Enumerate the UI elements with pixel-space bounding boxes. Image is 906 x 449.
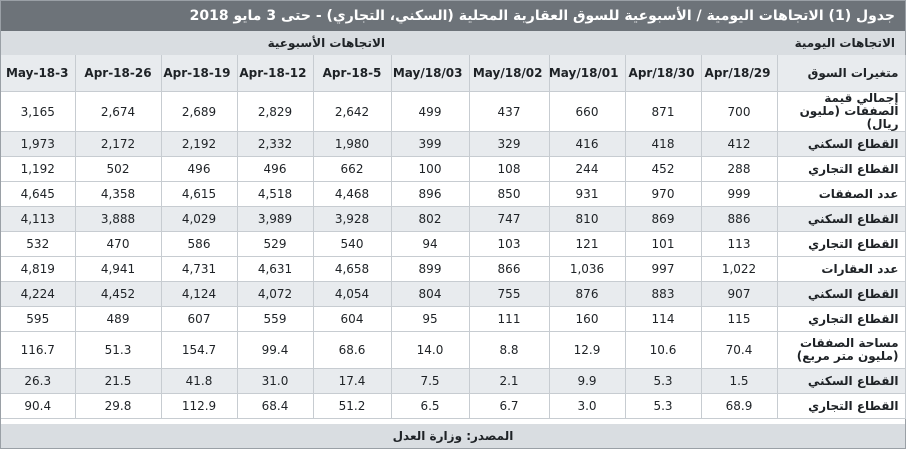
table-cell: 907 — [701, 282, 777, 307]
table-cell: 115 — [701, 307, 777, 332]
row-label: القطاع التجاري — [777, 394, 905, 419]
table-cell: 886 — [701, 207, 777, 232]
table-cell: 4,452 — [75, 282, 161, 307]
table-cell: 470 — [75, 232, 161, 257]
table-cell: 5.3 — [625, 369, 701, 394]
table-cell: 607 — [161, 307, 237, 332]
table-cell: 4,819 — [1, 257, 75, 282]
column-header-date: May/18/01 — [549, 55, 625, 92]
table-cell: 869 — [625, 207, 701, 232]
table-cell: 51.2 — [313, 394, 391, 419]
table-cell: 999 — [701, 182, 777, 207]
table-cell: 244 — [549, 157, 625, 182]
table-cell: 4,054 — [313, 282, 391, 307]
row-label: القطاع التجاري — [777, 157, 905, 182]
column-header-date: May/18/02 — [469, 55, 549, 92]
column-header-row — [1, 55, 905, 92]
table-cell: 3,888 — [75, 207, 161, 232]
table-cell: 489 — [75, 307, 161, 332]
table-cell: 529 — [237, 232, 313, 257]
table-cell: 4,658 — [313, 257, 391, 282]
column-header-label: متغيرات السوق — [777, 55, 905, 92]
table-cell: 114 — [625, 307, 701, 332]
table-cell: 68.6 — [313, 332, 391, 369]
table-cell: 17.4 — [313, 369, 391, 394]
table-row — [1, 369, 905, 394]
table-cell: 68.4 — [237, 394, 313, 419]
market-data-table — [1, 55, 906, 419]
table-cell: 2,674 — [75, 92, 161, 132]
table-cell: 4,224 — [1, 282, 75, 307]
table-cell: 876 — [549, 282, 625, 307]
table-cell: 29.8 — [75, 394, 161, 419]
table-cell: 3,928 — [313, 207, 391, 232]
table-cell: 4,615 — [161, 182, 237, 207]
table-cell: 755 — [469, 282, 549, 307]
table-cell: 108 — [469, 157, 549, 182]
table-cell: 1,973 — [1, 132, 75, 157]
table-cell: 1,022 — [701, 257, 777, 282]
table-cell: 2.1 — [469, 369, 549, 394]
table-title: جدول (1) الاتجاهات اليومية / الأسبوعية للسوق العقارية المحلية (السكني، التجاري) - حتى 3 مايو 2018 — [1, 1, 905, 31]
table-cell: 2,332 — [237, 132, 313, 157]
table-cell: 452 — [625, 157, 701, 182]
table-cell: 9.9 — [549, 369, 625, 394]
table-cell: 586 — [161, 232, 237, 257]
table-cell: 997 — [625, 257, 701, 282]
table-cell: 112.9 — [161, 394, 237, 419]
table-cell: 2,642 — [313, 92, 391, 132]
table-cell: 6.7 — [469, 394, 549, 419]
table-cell: 329 — [469, 132, 549, 157]
table-cell: 660 — [549, 92, 625, 132]
table-cell: 94 — [391, 232, 469, 257]
table-cell: 604 — [313, 307, 391, 332]
table-cell: 26.3 — [1, 369, 75, 394]
row-label: عدد العقارات — [777, 257, 905, 282]
table-cell: 2,689 — [161, 92, 237, 132]
table-cell: 496 — [161, 157, 237, 182]
table-row — [1, 207, 905, 232]
table-row — [1, 394, 905, 419]
table-cell: 532 — [1, 232, 75, 257]
column-header-date: 26-Apr-18 — [75, 55, 161, 92]
table-row — [1, 307, 905, 332]
table-row — [1, 182, 905, 207]
table-cell: 871 — [625, 92, 701, 132]
table-cell: 90.4 — [1, 394, 75, 419]
table-cell: 116.7 — [1, 332, 75, 369]
table-cell: 399 — [391, 132, 469, 157]
table-cell: 31.0 — [237, 369, 313, 394]
table-cell: 4,072 — [237, 282, 313, 307]
column-header-date: 12-Apr-18 — [237, 55, 313, 92]
table-cell: 3.0 — [549, 394, 625, 419]
table-row — [1, 157, 905, 182]
table-cell: 111 — [469, 307, 549, 332]
table-cell: 700 — [701, 92, 777, 132]
table-cell: 416 — [549, 132, 625, 157]
column-header-date: 5-Apr-18 — [313, 55, 391, 92]
table-cell: 931 — [549, 182, 625, 207]
weekly-trends-header: الاتجاهات الأسبوعية — [267, 36, 385, 50]
table-cell: 499 — [391, 92, 469, 132]
table-cell: 896 — [391, 182, 469, 207]
table-row — [1, 282, 905, 307]
table-cell: 595 — [1, 307, 75, 332]
table-cell: 10.6 — [625, 332, 701, 369]
table-cell: 154.7 — [161, 332, 237, 369]
group-header-row — [1, 31, 905, 55]
table-cell: 4,029 — [161, 207, 237, 232]
table-cell: 68.9 — [701, 394, 777, 419]
table-cell: 8.8 — [469, 332, 549, 369]
table-cell: 1,980 — [313, 132, 391, 157]
column-header-date: Apr/18/30 — [625, 55, 701, 92]
table-cell: 2,829 — [237, 92, 313, 132]
table-cell: 804 — [391, 282, 469, 307]
table-cell: 288 — [701, 157, 777, 182]
table-cell: 95 — [391, 307, 469, 332]
table-cell: 12.9 — [549, 332, 625, 369]
table-cell: 41.8 — [161, 369, 237, 394]
source-note: المصدر: وزارة العدل — [1, 424, 905, 448]
table-cell: 160 — [549, 307, 625, 332]
table-cell: 810 — [549, 207, 625, 232]
row-label: القطاع السكني — [777, 282, 905, 307]
table-body — [1, 92, 905, 419]
row-label: القطاع السكني — [777, 369, 905, 394]
table-cell: 4,124 — [161, 282, 237, 307]
table-row — [1, 132, 905, 157]
table-cell: 502 — [75, 157, 161, 182]
table-row — [1, 92, 905, 132]
table-cell: 2,192 — [161, 132, 237, 157]
table-cell: 662 — [313, 157, 391, 182]
row-label: القطاع السكني — [777, 207, 905, 232]
table-cell: 866 — [469, 257, 549, 282]
table-cell: 496 — [237, 157, 313, 182]
table-cell: 437 — [469, 92, 549, 132]
table-cell: 14.0 — [391, 332, 469, 369]
table-row — [1, 257, 905, 282]
table-cell: 5.3 — [625, 394, 701, 419]
daily-trends-header: الاتجاهات اليومية — [794, 36, 895, 50]
table-cell: 2,172 — [75, 132, 161, 157]
table-cell: 883 — [625, 282, 701, 307]
table-cell: 1,036 — [549, 257, 625, 282]
table-cell: 103 — [469, 232, 549, 257]
table-cell: 4,518 — [237, 182, 313, 207]
table-cell: 4,113 — [1, 207, 75, 232]
column-header-date: May/18/03 — [391, 55, 469, 92]
table-cell: 559 — [237, 307, 313, 332]
table-cell: 100 — [391, 157, 469, 182]
column-header-date: 3-May-18 — [1, 55, 75, 92]
table-cell: 3,989 — [237, 207, 313, 232]
table-cell: 3,165 — [1, 92, 75, 132]
table-cell: 850 — [469, 182, 549, 207]
table-cell: 802 — [391, 207, 469, 232]
table-cell: 4,468 — [313, 182, 391, 207]
row-label: القطاع التجاري — [777, 232, 905, 257]
table-cell: 101 — [625, 232, 701, 257]
table-cell: 121 — [549, 232, 625, 257]
row-label: القطاع التجاري — [777, 307, 905, 332]
table-row — [1, 332, 905, 369]
table-cell: 51.3 — [75, 332, 161, 369]
row-label: مساحة الصفقات (مليون متر مربع) — [777, 332, 905, 369]
table-cell: 899 — [391, 257, 469, 282]
row-label: القطاع السكني — [777, 132, 905, 157]
table-cell: 970 — [625, 182, 701, 207]
table-cell: 4,631 — [237, 257, 313, 282]
table-cell: 4,941 — [75, 257, 161, 282]
row-label: إجمالي قيمة الصفقات (مليون ريال) — [777, 92, 905, 132]
table-cell: 99.4 — [237, 332, 313, 369]
table-cell: 21.5 — [75, 369, 161, 394]
table-cell: 418 — [625, 132, 701, 157]
table-row — [1, 232, 905, 257]
table-cell: 747 — [469, 207, 549, 232]
table-cell: 1,192 — [1, 157, 75, 182]
table-cell: 7.5 — [391, 369, 469, 394]
table-cell: 412 — [701, 132, 777, 157]
table-cell: 6.5 — [391, 394, 469, 419]
table-cell: 70.4 — [701, 332, 777, 369]
table-cell: 540 — [313, 232, 391, 257]
table-cell: 4,358 — [75, 182, 161, 207]
column-header-date: Apr/18/29 — [701, 55, 777, 92]
row-label: عدد الصفقات — [777, 182, 905, 207]
table-cell: 113 — [701, 232, 777, 257]
table-cell: 4,731 — [161, 257, 237, 282]
column-header-date: 19-Apr-18 — [161, 55, 237, 92]
table-cell: 1.5 — [701, 369, 777, 394]
table-cell: 4,645 — [1, 182, 75, 207]
